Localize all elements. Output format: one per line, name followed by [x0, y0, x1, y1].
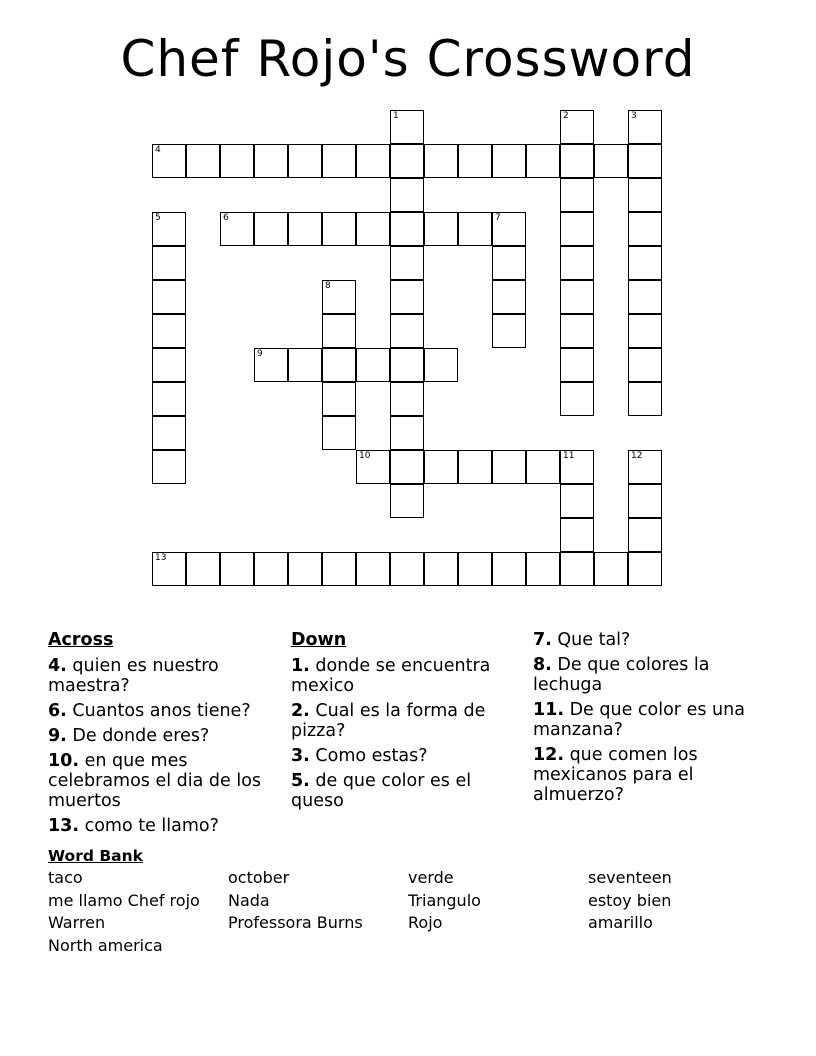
grid-cell[interactable] — [356, 348, 390, 382]
word-bank-item: Rojo — [408, 913, 443, 932]
grid-cell[interactable] — [628, 518, 662, 552]
clue-item — [291, 656, 516, 696]
grid-cell[interactable] — [560, 144, 594, 178]
grid-cell[interactable] — [288, 144, 322, 178]
clue-number: 8 — [325, 281, 331, 291]
grid-cell[interactable] — [152, 552, 186, 586]
grid-cell[interactable] — [458, 552, 492, 586]
grid-cell[interactable] — [424, 348, 458, 382]
grid-cell[interactable] — [390, 552, 424, 586]
clue-number: 3 — [631, 111, 637, 121]
grid-cell[interactable] — [628, 110, 662, 144]
grid-cell[interactable] — [628, 382, 662, 416]
clue-number: 2 — [563, 111, 569, 121]
word-bank-item: october — [228, 868, 290, 887]
clue-number: 13 — [155, 553, 167, 563]
grid-cell[interactable] — [322, 382, 356, 416]
clue-item — [291, 771, 516, 811]
clue-item — [48, 816, 278, 836]
clue-number: 6. — [48, 701, 67, 721]
word-bank-item: Professora Burns — [228, 913, 363, 932]
clue-text: Como estas? — [309, 746, 428, 766]
page-title: Chef Rojo's Crossword — [120, 30, 696, 88]
clue-text: que comen los mexicanos para el almuerzo? — [533, 745, 698, 805]
grid-cell[interactable] — [628, 348, 662, 382]
clue-number: 2. — [291, 701, 310, 721]
clue-item — [533, 630, 768, 650]
clue-item — [533, 745, 768, 805]
grid-cell[interactable] — [322, 416, 356, 450]
clue-item — [533, 700, 768, 740]
clue-item — [291, 746, 516, 766]
grid-cell[interactable] — [390, 416, 424, 450]
clue-text: Cual es la forma de pizza? — [291, 701, 486, 741]
grid-cell[interactable] — [560, 178, 594, 212]
grid-cell[interactable] — [390, 280, 424, 314]
grid-cell[interactable] — [594, 144, 628, 178]
grid-cell[interactable] — [492, 314, 526, 348]
grid-cell[interactable] — [152, 450, 186, 484]
grid-cell[interactable] — [492, 552, 526, 586]
grid-cell[interactable] — [628, 144, 662, 178]
grid-cell[interactable] — [390, 110, 424, 144]
clue-item — [48, 726, 278, 746]
grid-cell[interactable] — [560, 450, 594, 484]
grid-cell[interactable] — [424, 144, 458, 178]
grid-cell[interactable] — [356, 212, 390, 246]
clue-number: 9. — [48, 726, 67, 746]
clues-column-1 — [48, 630, 278, 841]
grid-cell[interactable] — [424, 212, 458, 246]
grid-cell[interactable] — [322, 552, 356, 586]
grid-cell[interactable] — [390, 348, 424, 382]
clue-item — [291, 701, 516, 741]
grid-cell[interactable] — [288, 552, 322, 586]
clue-number: 12 — [631, 451, 643, 461]
clue-text: De que color es una manzana? — [533, 700, 745, 740]
grid-cell[interactable] — [254, 212, 288, 246]
clue-item — [48, 701, 278, 721]
grid-cell[interactable] — [152, 382, 186, 416]
clue-number: 5. — [291, 771, 310, 791]
clue-text: quien es nuestro maestra? — [48, 656, 219, 696]
clue-text: de que color es el queso — [291, 771, 472, 811]
grid-cell[interactable] — [390, 314, 424, 348]
across-heading: Across — [48, 630, 114, 650]
grid-cell[interactable] — [492, 280, 526, 314]
grid-cell[interactable] — [322, 314, 356, 348]
grid-cell[interactable] — [356, 450, 390, 484]
grid-cell[interactable] — [152, 314, 186, 348]
clue-number: 9 — [257, 349, 263, 359]
grid-cell[interactable] — [628, 484, 662, 518]
word-bank-item: verde — [408, 868, 454, 887]
down-clues-continued — [533, 630, 768, 805]
grid-cell[interactable] — [628, 450, 662, 484]
clue-number: 5 — [155, 213, 161, 223]
grid-cell[interactable] — [356, 144, 390, 178]
grid-cell[interactable] — [628, 246, 662, 280]
grid-cell[interactable] — [458, 212, 492, 246]
word-bank-item: Warren — [48, 913, 106, 932]
clue-number: 4 — [155, 145, 161, 155]
grid-cell[interactable] — [560, 280, 594, 314]
clue-item — [48, 656, 278, 696]
grid-cell[interactable] — [254, 144, 288, 178]
down-clues — [291, 656, 516, 811]
grid-cell[interactable] — [152, 144, 186, 178]
grid-cell[interactable] — [390, 382, 424, 416]
grid-cell[interactable] — [152, 416, 186, 450]
grid-cell[interactable] — [288, 212, 322, 246]
grid-cell[interactable] — [152, 348, 186, 382]
grid-cell[interactable] — [322, 348, 356, 382]
word-bank-item: me llamo Chef rojo — [48, 890, 200, 910]
across-clues — [48, 656, 278, 836]
clue-text: De que colores la lechuga — [533, 655, 710, 695]
grid-cell[interactable] — [526, 144, 560, 178]
word-bank-item: amarillo — [588, 913, 653, 932]
grid-cell[interactable] — [152, 280, 186, 314]
clue-text: donde se encuentra mexico — [291, 656, 491, 696]
grid-cell[interactable] — [560, 246, 594, 280]
grid-cell[interactable] — [560, 382, 594, 416]
clue-number: 10. — [48, 751, 80, 771]
grid-cell[interactable] — [220, 212, 254, 246]
grid-cell[interactable] — [322, 212, 356, 246]
grid-cell[interactable] — [288, 348, 322, 382]
grid-cell[interactable] — [560, 110, 594, 144]
grid-cell[interactable] — [492, 144, 526, 178]
grid-cell[interactable] — [560, 552, 594, 586]
grid-cell[interactable] — [390, 212, 424, 246]
clue-item — [533, 655, 768, 695]
grid-cell[interactable] — [322, 280, 356, 314]
clue-text: Cuantos anos tiene? — [66, 701, 251, 721]
grid-cell[interactable] — [458, 450, 492, 484]
grid-cell[interactable] — [526, 450, 560, 484]
grid-cell[interactable] — [390, 178, 424, 212]
grid-cell[interactable] — [560, 348, 594, 382]
grid-cell[interactable] — [492, 246, 526, 280]
grid-cell[interactable] — [186, 552, 220, 586]
grid-cell[interactable] — [254, 552, 288, 586]
clue-number: 11. — [533, 700, 565, 720]
grid-cell[interactable] — [628, 212, 662, 246]
grid-cell[interactable] — [186, 144, 220, 178]
grid-cell[interactable] — [220, 552, 254, 586]
clue-number: 11 — [563, 451, 575, 461]
grid-cell[interactable] — [152, 246, 186, 280]
grid-cell[interactable] — [628, 178, 662, 212]
grid-cell[interactable] — [526, 552, 560, 586]
clue-text: en que mes celebramos el dia de los muertos — [48, 751, 262, 811]
word-bank-item: North america — [48, 935, 163, 955]
word-bank-item: Nada — [228, 890, 270, 910]
word-bank-item: seventeen — [588, 868, 672, 887]
grid-cell[interactable] — [254, 348, 288, 382]
clue-number: 7 — [495, 213, 501, 223]
word-bank-item: taco — [48, 868, 83, 887]
clue-number: 1 — [393, 111, 399, 121]
clue-text: como te llamo? — [79, 816, 219, 836]
clue-item — [48, 751, 278, 811]
grid-cell[interactable] — [560, 484, 594, 518]
clue-number: 13. — [48, 816, 80, 836]
clue-number: 8. — [533, 655, 552, 675]
clues-column-2 — [291, 630, 516, 816]
grid-cell[interactable] — [424, 552, 458, 586]
grid-cell[interactable] — [152, 212, 186, 246]
grid-cell[interactable] — [356, 552, 390, 586]
grid-cell[interactable] — [492, 450, 526, 484]
grid-cell[interactable] — [492, 212, 526, 246]
clue-number: 1. — [291, 656, 310, 676]
clues-column-3 — [533, 630, 768, 810]
grid-cell[interactable] — [390, 484, 424, 518]
grid-cell[interactable] — [424, 450, 458, 484]
clue-number: 10 — [359, 451, 371, 461]
grid-cell[interactable] — [390, 450, 424, 484]
grid-cell[interactable] — [560, 518, 594, 552]
grid-cell[interactable] — [560, 314, 594, 348]
clue-number: 4. — [48, 656, 67, 676]
grid-cell[interactable] — [628, 280, 662, 314]
clue-text: De donde eres? — [66, 726, 210, 746]
grid-cell[interactable] — [390, 246, 424, 280]
word-bank-title: Word Bank — [48, 847, 143, 865]
clue-number: 3. — [291, 746, 310, 766]
word-bank-item: estoy bien — [588, 890, 672, 910]
grid-cell[interactable] — [560, 212, 594, 246]
word-bank-item: Triangulo — [408, 890, 481, 910]
grid-cell[interactable] — [322, 144, 356, 178]
clue-number: 12. — [533, 745, 565, 765]
clue-number: 7. — [533, 630, 552, 650]
clue-number: 6 — [223, 213, 229, 223]
grid-cell[interactable] — [594, 552, 628, 586]
grid-cell[interactable] — [628, 314, 662, 348]
grid-cell[interactable] — [628, 552, 662, 586]
clue-text: Que tal? — [551, 630, 631, 650]
down-heading: Down — [291, 630, 347, 650]
grid-cell[interactable] — [220, 144, 254, 178]
grid-cell[interactable] — [390, 144, 424, 178]
grid-cell[interactable] — [458, 144, 492, 178]
